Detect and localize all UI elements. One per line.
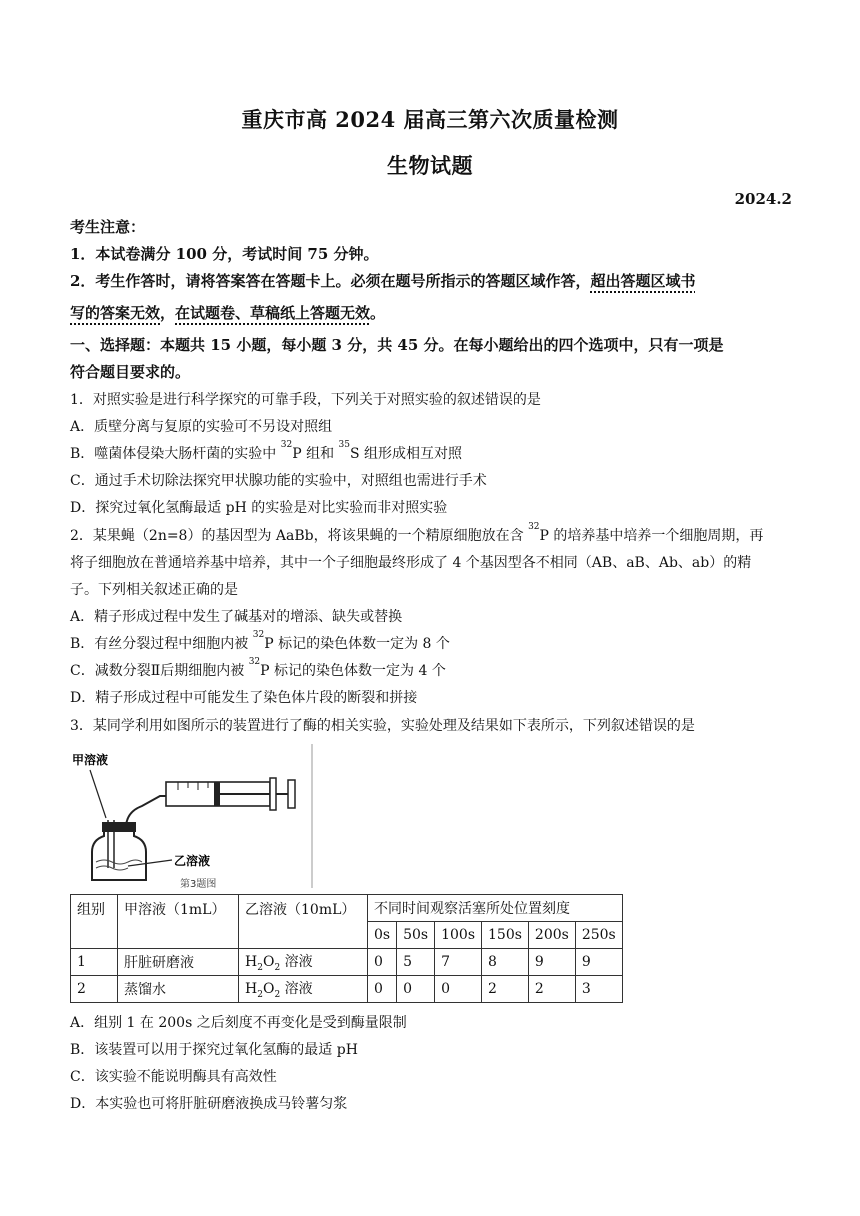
q2-option-b: [70, 630, 792, 653]
q2-option-c-text-2: P 标记的染色体数一定为 4 个: [260, 663, 446, 679]
time-cell: 150s: [482, 922, 529, 949]
q2-option-d: D．精子形成过程中可能发生了染色体片段的断裂和拼接: [70, 690, 418, 706]
value-cell: 5: [397, 949, 435, 976]
q3-results-table: [70, 894, 623, 1003]
syringe-flange: [270, 778, 276, 810]
label-yi-solution: 乙溶液: [174, 854, 211, 868]
value-cell: 0: [368, 976, 397, 1003]
group-cell: 1: [71, 949, 118, 976]
q2-option-a: A．精子形成过程中发生了碱基对的增添、缺失或替换: [70, 609, 403, 625]
pointer-line-jia: [90, 770, 106, 818]
formula-part: 溶液: [280, 954, 313, 971]
notice-item-2-end: 。: [370, 304, 386, 322]
isotope-mass-32: 32: [280, 440, 293, 450]
isotope-mass-32: 32: [252, 630, 265, 640]
formula-subscript: 2: [274, 962, 281, 973]
q1-option-b-text-3: S 组形成相互对照: [349, 446, 463, 462]
formula-part: 溶液: [280, 981, 313, 998]
q2-option-c: [70, 657, 792, 680]
label-jia-solution: 甲溶液: [72, 753, 109, 767]
q1-option-b: [70, 440, 792, 463]
bottle-stopper: [102, 822, 136, 832]
q1-option-a: A．质壁分离与复原的实验可不另设对照组: [70, 419, 333, 435]
q2-option-b-text: B．有丝分裂过程中细胞内被: [70, 636, 253, 652]
header-yi: 乙溶液（10mL）: [239, 895, 368, 949]
q1-stem: 1．对照实验是进行科学探究的可靠手段，下列关于对照实验的叙述错误的是: [70, 392, 541, 408]
time-cell: 250s: [575, 922, 622, 949]
notice-item-2-emphasis-3: 在试题卷、草稿纸上答题无效: [175, 304, 371, 322]
q1-option-b-text: B．噬菌体侵染大肠杆菌的实验中: [70, 446, 281, 462]
q3-option-b: B．该装置可以用于探究过氧化氢酶的最适 pH: [70, 1042, 358, 1058]
q1-option-d: D．探究过氧化氢酶最适 pH 的实验是对比实验而非对照实验: [70, 500, 448, 516]
isotope-mass-32: 32: [528, 522, 540, 532]
group-cell: 2: [71, 976, 118, 1003]
value-cell: 0: [397, 976, 435, 1003]
section-heading-line1: 一、选择题：本题共 15 小题，每小题 3 分，共 45 分。在每小题给出的四个选项中，只有一项是: [70, 336, 724, 354]
formula-subscript: 2: [257, 989, 263, 1000]
value-cell: 2: [482, 976, 529, 1003]
yi-cell: [239, 976, 368, 1003]
syringe-apparatus-figure: [70, 744, 316, 888]
reaction-bottle: [92, 832, 146, 880]
header-observation: 不同时间观察活塞所处位置刻度: [368, 895, 623, 922]
syringe-piston: [214, 782, 220, 806]
yi-cell: [239, 949, 368, 976]
value-cell: 3: [575, 976, 622, 1003]
table-header-row: [71, 895, 623, 922]
q3-option-a: A．组别 1 在 200s 之后刻度不再变化是受到酶量限制: [70, 1015, 407, 1031]
figure-caption: 第3题图: [180, 879, 217, 888]
q2-stem-line3: 子。下列相关叙述正确的是: [70, 582, 238, 598]
notice-item-2-comma: ，: [160, 304, 176, 322]
notice-item-1: 1．本试卷满分 100 分，考试时间 75 分钟。: [70, 245, 379, 263]
exam-subject: 生物试题: [387, 153, 473, 178]
header-jia: 甲溶液（1mL）: [118, 895, 239, 949]
q3-option-c: C．该实验不能说明酶具有高效性: [70, 1069, 277, 1085]
notice-item-2-line1: [70, 270, 792, 291]
q3-stem: 3．某同学利用如图所示的装置进行了酶的相关实验，实验处理及结果如下表所示，下列叙述错误的是: [70, 718, 695, 734]
q2-stem-text: 2．某果蝇（2n=8）的基因型为 AaBb，将该果蝇的一个精原细胞放在含: [70, 528, 529, 544]
value-cell: 7: [435, 949, 482, 976]
value-cell: 8: [482, 949, 529, 976]
formula-part: O: [262, 981, 275, 998]
notice-item-2-line2: [70, 302, 792, 323]
table-row: [71, 976, 623, 1003]
notice-item-2-emphasis: 超出答题区域书: [590, 272, 696, 290]
time-cell: 100s: [435, 922, 482, 949]
formula-subscript: 2: [257, 962, 263, 973]
formula-subscript: 2: [274, 989, 281, 1000]
time-cell: 200s: [528, 922, 575, 949]
q2-option-c-text: C．减数分裂Ⅱ后期细胞内被: [70, 663, 249, 679]
header-group: 组别: [71, 895, 118, 949]
exam-title: 重庆市高 2024 届高三第六次质量检测: [241, 107, 619, 132]
value-cell: 9: [528, 949, 575, 976]
q3-option-d: D．本实验也可将肝脏研磨液换成马铃薯匀浆: [70, 1096, 348, 1112]
jia-cell: 肝脏研磨液: [118, 949, 239, 976]
notice-heading: 考生注意：: [70, 218, 146, 236]
formula-part: O: [262, 954, 275, 971]
q2-stem-text-2: P 的培养基中培养一个细胞周期，再: [539, 528, 764, 544]
q1-option-b-text-2: P 组和: [292, 446, 339, 462]
section-heading-line2: 符合题目要求的。: [70, 363, 191, 381]
plunger-head: [288, 780, 295, 808]
formula-part: H: [245, 981, 258, 998]
q2-stem-line2: 将子细胞放在普通培养基中培养，其中一个子细胞最终形成了 4 个基因型各不相同（AB、aB、Ab、ab）的精: [70, 555, 752, 571]
q2-stem-line1: [70, 522, 792, 545]
formula-part: H: [245, 954, 258, 971]
time-cell: 0s: [368, 922, 397, 949]
time-cell: 50s: [397, 922, 435, 949]
notice-item-2-emphasis-2: 写的答案无效: [70, 304, 161, 322]
jia-cell: 蒸馏水: [118, 976, 239, 1003]
value-cell: 9: [575, 949, 622, 976]
value-cell: 0: [368, 949, 397, 976]
isotope-mass-32: 32: [248, 657, 261, 667]
value-cell: 0: [435, 976, 482, 1003]
pointer-line-yi: [128, 860, 172, 866]
liquid-wave: [96, 866, 128, 870]
q1-option-c: C．通过手术切除法探究甲状腺功能的实验中，对照组也需进行手术: [70, 473, 487, 489]
exam-date: 2024.2: [734, 190, 792, 208]
q2-option-b-text-2: P 标记的染色体数一定为 8 个: [264, 636, 450, 652]
liquid-surface: [96, 860, 142, 864]
isotope-mass-35: 35: [338, 440, 350, 450]
notice-item-2-text: 2．考生作答时，请将答案答在答题卡上。必须在题号所指示的答题区域作答，: [70, 272, 591, 290]
table-row: [71, 949, 623, 976]
value-cell: 2: [528, 976, 575, 1003]
